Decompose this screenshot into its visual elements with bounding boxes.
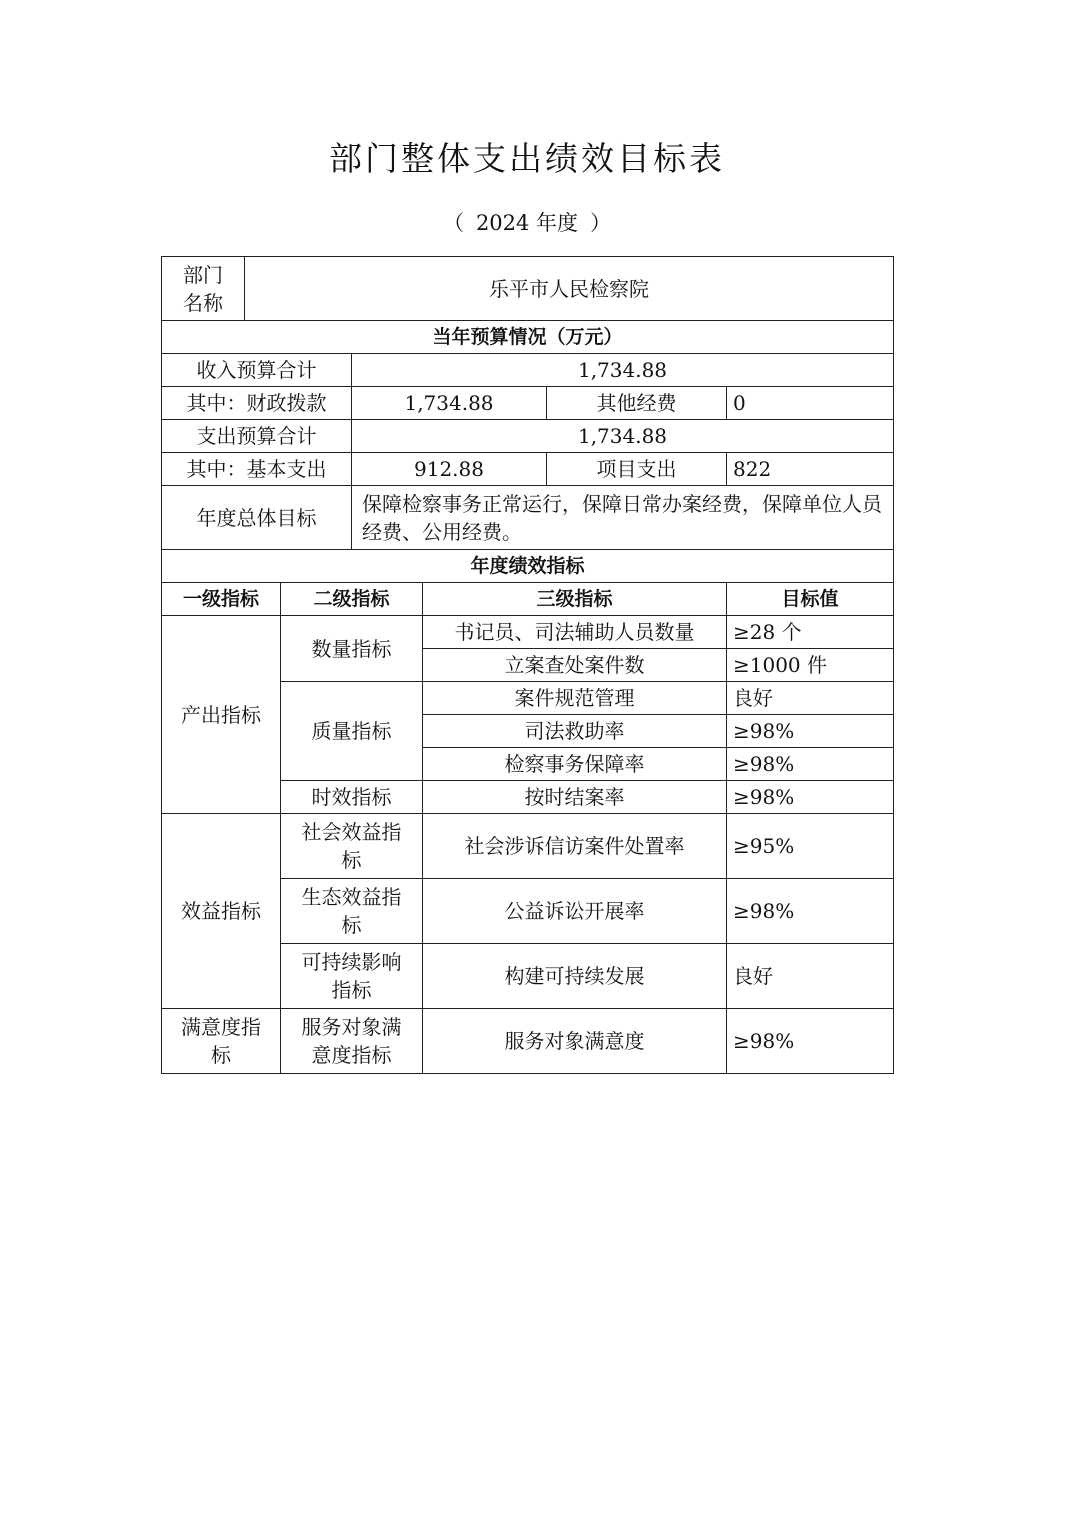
income-total-row bbox=[162, 354, 894, 387]
year-value: 2024 年度 bbox=[475, 211, 579, 235]
expense-total-value: 1,734.88 bbox=[352, 420, 894, 453]
header-level1: 一级指标 bbox=[162, 583, 281, 616]
other-label: 其他经费 bbox=[547, 387, 727, 420]
expense-total-row bbox=[162, 420, 894, 453]
dept-label: 部门名称 bbox=[162, 257, 245, 321]
performance-section-title: 年度绩效指标 bbox=[162, 550, 894, 583]
indicator-row bbox=[162, 1009, 894, 1074]
target-value: ≥95% bbox=[727, 814, 894, 879]
fiscal-label: 其中：财政拨款 bbox=[162, 387, 352, 420]
project-value: 822 bbox=[727, 453, 894, 486]
indicator-header-row bbox=[162, 583, 894, 616]
indicator-name: 公益诉讼开展率 bbox=[423, 879, 727, 944]
other-value: 0 bbox=[727, 387, 894, 420]
target-value: ≥1000 件 bbox=[727, 649, 894, 682]
level2-quality: 质量指标 bbox=[281, 682, 423, 781]
fiscal-row bbox=[162, 387, 894, 420]
expense-total-label: 支出预算合计 bbox=[162, 420, 352, 453]
year-close-paren: ） bbox=[590, 211, 612, 235]
basic-expense-row bbox=[162, 453, 894, 486]
header-level3: 三级指标 bbox=[423, 583, 727, 616]
target-value: ≥28 个 bbox=[727, 616, 894, 649]
header-level2: 二级指标 bbox=[281, 583, 423, 616]
target-value: ≥98% bbox=[727, 1009, 894, 1074]
budget-section-title: 当年预算情况（万元） bbox=[162, 321, 894, 354]
level2-service-satisfaction: 服务对象满意度指标 bbox=[281, 1009, 423, 1074]
indicator-name: 司法救助率 bbox=[423, 715, 727, 748]
income-total-value: 1,734.88 bbox=[352, 354, 894, 387]
goal-text: 保障检察事务正常运行，保障日常办案经费，保障单位人员经费、公用经费。 bbox=[352, 486, 894, 550]
goal-row bbox=[162, 486, 894, 550]
basic-value: 912.88 bbox=[352, 453, 547, 486]
indicator-name: 书记员、司法辅助人员数量 bbox=[423, 616, 727, 649]
indicator-row bbox=[162, 814, 894, 879]
year-open-paren: （ bbox=[442, 211, 464, 235]
indicator-name: 社会涉诉信访案件处置率 bbox=[423, 814, 727, 879]
level1-output: 产出指标 bbox=[162, 616, 281, 814]
fiscal-value: 1,734.88 bbox=[352, 387, 547, 420]
project-label: 项目支出 bbox=[547, 453, 727, 486]
performance-section-row bbox=[162, 550, 894, 583]
target-value: ≥98% bbox=[727, 715, 894, 748]
basic-label: 其中：基本支出 bbox=[162, 453, 352, 486]
level2-quantity: 数量指标 bbox=[281, 616, 423, 682]
header-target: 目标值 bbox=[727, 583, 894, 616]
level2-social-benefit: 社会效益指标 bbox=[281, 814, 423, 879]
target-value: ≥98% bbox=[727, 748, 894, 781]
level1-benefit: 效益指标 bbox=[162, 814, 281, 1009]
target-value: 良好 bbox=[727, 682, 894, 715]
goal-label: 年度总体目标 bbox=[162, 486, 352, 550]
level2-sustainable-impact: 可持续影响指标 bbox=[281, 944, 423, 1009]
target-value: ≥98% bbox=[727, 879, 894, 944]
document-year bbox=[0, 207, 1054, 239]
income-total-label: 收入预算合计 bbox=[162, 354, 352, 387]
document-title: 部门整体支出绩效目标表 bbox=[329, 139, 725, 178]
indicator-name: 按时结案率 bbox=[423, 781, 727, 814]
indicator-name: 案件规范管理 bbox=[423, 682, 727, 715]
level2-timeliness: 时效指标 bbox=[281, 781, 423, 814]
dept-name: 乐平市人民检察院 bbox=[245, 257, 894, 321]
level2-ecological-benefit: 生态效益指标 bbox=[281, 879, 423, 944]
performance-target-table bbox=[161, 256, 894, 1074]
indicator-row bbox=[162, 616, 894, 649]
target-value: 良好 bbox=[727, 944, 894, 1009]
target-value: ≥98% bbox=[727, 781, 894, 814]
level1-satisfaction: 满意度指标 bbox=[162, 1009, 281, 1074]
indicator-name: 服务对象满意度 bbox=[423, 1009, 727, 1074]
indicator-name: 构建可持续发展 bbox=[423, 944, 727, 1009]
dept-row bbox=[162, 257, 894, 321]
indicator-name: 检察事务保障率 bbox=[423, 748, 727, 781]
budget-section-row bbox=[162, 321, 894, 354]
indicator-name: 立案查处案件数 bbox=[423, 649, 727, 682]
